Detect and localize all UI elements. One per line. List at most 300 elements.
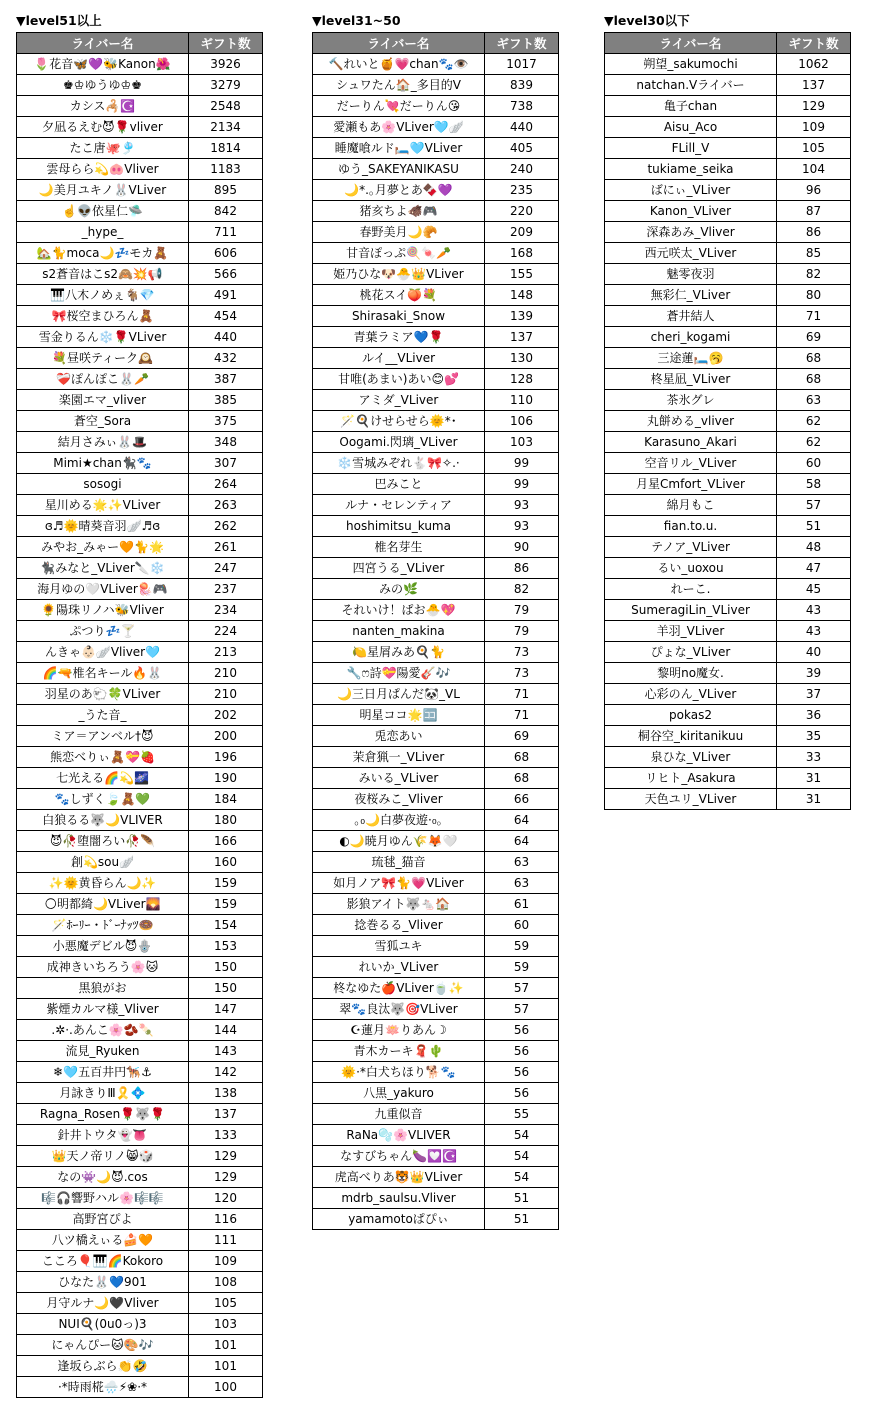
column-header-gift: ギフト数 — [485, 33, 559, 54]
ranking-table — [604, 32, 851, 810]
level51-section — [16, 12, 263, 1398]
table-row — [17, 1335, 263, 1356]
gift-count-cell: 109 — [189, 1251, 263, 1272]
gift-count-cell: 79 — [485, 600, 559, 621]
table-row — [605, 642, 851, 663]
liver-name-cell: 🍋星屑みあ🍳🐈 — [313, 642, 485, 663]
gift-count-cell: 405 — [485, 138, 559, 159]
gift-count-cell: 43 — [777, 621, 851, 642]
table-row — [313, 243, 559, 264]
gift-count-cell: 69 — [777, 327, 851, 348]
table-row — [605, 579, 851, 600]
gift-count-cell: 159 — [189, 873, 263, 894]
table-row — [313, 453, 559, 474]
table-row — [313, 285, 559, 306]
gift-count-cell: 54 — [485, 1146, 559, 1167]
table-row — [313, 159, 559, 180]
gift-count-cell: 35 — [777, 726, 851, 747]
liver-name-cell: 月守ルナ🌙🖤Vliver — [17, 1293, 189, 1314]
table-row — [313, 138, 559, 159]
liver-name-cell: 成神きいちろう🌸🐱 — [17, 957, 189, 978]
gift-count-cell: 153 — [189, 936, 263, 957]
liver-name-cell: 八ツ橋えぃる🍰🧡 — [17, 1230, 189, 1251]
table-row — [313, 1209, 559, 1230]
table-row — [17, 537, 263, 558]
table-row — [17, 1272, 263, 1293]
liver-name-cell: 🌕明都綺🌙VLiver🌄 — [17, 894, 189, 915]
liver-name-cell: 巴みこと — [313, 474, 485, 495]
gift-count-cell: 491 — [189, 285, 263, 306]
gift-count-cell: 85 — [777, 243, 851, 264]
table-row — [313, 390, 559, 411]
liver-name-cell: 🌙美月ユキノ🐰VLiver — [17, 180, 189, 201]
gift-count-cell: 80 — [777, 285, 851, 306]
section-title: ▼level31~50 — [312, 13, 401, 28]
gift-count-cell: 842 — [189, 201, 263, 222]
liver-name-cell: みの🌿 — [313, 579, 485, 600]
ranking-table — [16, 32, 263, 1398]
liver-name-cell: 睡魔喰ルド🛏️🩵VLiver — [313, 138, 485, 159]
liver-name-cell: 虎高べりあ🐯👑VLiver — [313, 1167, 485, 1188]
table-row — [17, 1230, 263, 1251]
table-row — [605, 264, 851, 285]
table-row — [17, 1314, 263, 1335]
liver-name-cell: 🎹八木ノめぇ🐐💎 — [17, 285, 189, 306]
table-row — [313, 1041, 559, 1062]
column-header-name: ライバー名 — [313, 33, 485, 54]
gift-count-cell: 2548 — [189, 96, 263, 117]
liver-name-cell: pokas2 — [605, 705, 777, 726]
liver-name-cell: 🪄🍳けせらせら🌞*･ — [313, 411, 485, 432]
gift-count-cell: 129 — [189, 1146, 263, 1167]
liver-name-cell: 姫乃ひな🐶🐣👑VLiver — [313, 264, 485, 285]
table-row — [17, 264, 263, 285]
table-row — [17, 348, 263, 369]
gift-count-cell: 68 — [777, 369, 851, 390]
liver-name-cell: s2蒼音はこs2🙈💥📢 — [17, 264, 189, 285]
table-row — [17, 810, 263, 831]
table-row — [605, 201, 851, 222]
table-row — [313, 474, 559, 495]
table-row — [605, 705, 851, 726]
gift-count-cell: 142 — [189, 1062, 263, 1083]
gift-count-cell: 71 — [485, 705, 559, 726]
liver-name-cell: 🔧ෆ詩💝陽愛🎸🎶 — [313, 663, 485, 684]
liver-name-cell: 🐈‍⬛みなと_VLiver🔪❄️ — [17, 558, 189, 579]
liver-name-cell: 影狼アイト🐺🐁🏠 — [313, 894, 485, 915]
gift-count-cell: 47 — [777, 558, 851, 579]
table-row — [17, 306, 263, 327]
liver-name-cell: 深森あみ_Vliver — [605, 222, 777, 243]
liver-name-cell: 泉ひな_VLiver — [605, 747, 777, 768]
table-row — [17, 453, 263, 474]
gift-count-cell: 55 — [485, 1104, 559, 1125]
gift-count-cell: 57 — [485, 978, 559, 999]
table-row — [313, 600, 559, 621]
table-row — [17, 516, 263, 537]
liver-name-cell: ばにぃ_VLiver — [605, 180, 777, 201]
gift-count-cell: 1017 — [485, 54, 559, 75]
gift-count-cell: 59 — [485, 936, 559, 957]
gift-count-cell: 63 — [485, 873, 559, 894]
gift-count-cell: 120 — [189, 1188, 263, 1209]
gift-count-cell: 432 — [189, 348, 263, 369]
gift-count-cell: 109 — [777, 117, 851, 138]
gift-count-cell: 60 — [485, 915, 559, 936]
ranking-table — [312, 32, 559, 1230]
liver-name-cell: ☪︎蓮月🪷りあん☽ — [313, 1020, 485, 1041]
gift-count-cell: 235 — [485, 180, 559, 201]
liver-name-cell: にゃんぴー🐱🎨🎶 — [17, 1335, 189, 1356]
table-row — [605, 789, 851, 810]
liver-name-cell: 春野美月🌙🥐 — [313, 222, 485, 243]
gift-count-cell: 31 — [777, 768, 851, 789]
gift-count-cell: 234 — [189, 600, 263, 621]
liver-name-cell: ◐🌙暁月ゆん🌾🦊🤍 — [313, 831, 485, 852]
gift-count-cell: 51 — [777, 516, 851, 537]
gift-count-cell: 137 — [189, 1104, 263, 1125]
gift-count-cell: 69 — [485, 726, 559, 747]
liver-name-cell: RaNa🫧🌸VLIVER — [313, 1125, 485, 1146]
table-row — [313, 768, 559, 789]
table-row — [313, 789, 559, 810]
liver-name-cell: cheri_kogami — [605, 327, 777, 348]
table-row — [17, 684, 263, 705]
liver-name-cell: 雪狐ユキ — [313, 936, 485, 957]
table-row — [17, 747, 263, 768]
gift-count-cell: 105 — [777, 138, 851, 159]
gift-count-cell: 711 — [189, 222, 263, 243]
gift-count-cell: 51 — [485, 1188, 559, 1209]
liver-name-cell: 桃花スイ🍑💐 — [313, 285, 485, 306]
gift-count-cell: 196 — [189, 747, 263, 768]
liver-name-cell: 羊羽_VLiver — [605, 621, 777, 642]
gift-count-cell: 79 — [485, 621, 559, 642]
table-row — [313, 222, 559, 243]
liver-name-cell: 海月ゆの🤍VLiver🪼🎮 — [17, 579, 189, 600]
table-row — [17, 831, 263, 852]
table-row — [17, 558, 263, 579]
table-row — [313, 54, 559, 75]
table-row — [313, 978, 559, 999]
liver-name-cell: 魅零夜羽 — [605, 264, 777, 285]
table-row — [17, 726, 263, 747]
gift-count-cell: 348 — [189, 432, 263, 453]
gift-count-cell: 73 — [485, 663, 559, 684]
section-title: ▼level30以下 — [604, 13, 690, 28]
liver-name-cell: たこ唐🐙🎐 — [17, 138, 189, 159]
liver-name-cell: 紫煙カルマ様_Vliver — [17, 999, 189, 1020]
liver-name-cell: ｡₀🌙白夢夜遊·₀｡ — [313, 810, 485, 831]
table-row — [605, 411, 851, 432]
gift-count-cell: 108 — [189, 1272, 263, 1293]
gift-count-cell: 210 — [189, 663, 263, 684]
table-row — [17, 138, 263, 159]
liver-name-cell: Mimi★chan🐈‍⬛🐾 — [17, 453, 189, 474]
liver-name-cell: みやお_みゃー🧡🐈🌟 — [17, 537, 189, 558]
liver-name-cell: 朔望_sakumochi — [605, 54, 777, 75]
table-row — [313, 558, 559, 579]
liver-name-cell: _hype_ — [17, 222, 189, 243]
table-row — [313, 264, 559, 285]
liver-name-cell: 蒼井結人 — [605, 306, 777, 327]
table-row — [605, 348, 851, 369]
liver-name-cell: 柊なゆた🍎VLiver🍵✨ — [313, 978, 485, 999]
table-row — [313, 1062, 559, 1083]
table-row — [605, 54, 851, 75]
table-row — [17, 642, 263, 663]
gift-count-cell: 62 — [777, 411, 851, 432]
table-row — [605, 117, 851, 138]
gift-count-cell: 101 — [189, 1335, 263, 1356]
liver-name-cell: 九重似音 — [313, 1104, 485, 1125]
gift-count-cell: 209 — [485, 222, 559, 243]
table-row — [605, 75, 851, 96]
liver-name-cell: 青葉ラミア💙🌹 — [313, 327, 485, 348]
table-header-row — [605, 33, 851, 54]
table-row — [17, 600, 263, 621]
table-row — [17, 1251, 263, 1272]
table-row — [17, 243, 263, 264]
liver-name-cell: 🌈🔫椎名キール🔥🐰 — [17, 663, 189, 684]
table-row — [313, 1188, 559, 1209]
liver-name-cell: 明星ココ🌟🈁 — [313, 705, 485, 726]
gift-count-cell: 111 — [189, 1230, 263, 1251]
gift-count-cell: 54 — [485, 1125, 559, 1146]
liver-name-cell: 🏡🐈moca🌙💤モカ🧸 — [17, 243, 189, 264]
level31-50-section — [312, 12, 559, 1230]
liver-name-cell: 結月さみぃ🐰🎩 — [17, 432, 189, 453]
liver-name-cell: こころ🎈🎹🌈Kokoro — [17, 1251, 189, 1272]
table-row — [17, 96, 263, 117]
gift-count-cell: 220 — [485, 201, 559, 222]
gift-count-cell: 56 — [485, 1041, 559, 1062]
gift-count-cell: 160 — [189, 852, 263, 873]
liver-name-cell: hoshimitsu_kuma — [313, 516, 485, 537]
gift-count-cell: 37 — [777, 684, 851, 705]
liver-name-cell: 捻巻るる_Vliver — [313, 915, 485, 936]
gift-count-cell: 110 — [485, 390, 559, 411]
liver-name-cell: FLill_V — [605, 138, 777, 159]
gift-count-cell: 264 — [189, 474, 263, 495]
liver-name-cell: 琉毬_猫音 — [313, 852, 485, 873]
table-row — [17, 978, 263, 999]
table-row — [605, 558, 851, 579]
table-row — [605, 663, 851, 684]
table-row — [17, 201, 263, 222]
gift-count-cell: 104 — [777, 159, 851, 180]
table-row — [605, 285, 851, 306]
gift-count-cell: 64 — [485, 831, 559, 852]
table-row — [605, 243, 851, 264]
table-row — [17, 159, 263, 180]
gift-count-cell: 56 — [485, 1062, 559, 1083]
table-row — [17, 369, 263, 390]
gift-count-cell: 895 — [189, 180, 263, 201]
liver-name-cell: ❄️雪城みぞれ🐇🎀✧.· — [313, 453, 485, 474]
gift-count-cell: 606 — [189, 243, 263, 264]
table-row — [313, 1020, 559, 1041]
gift-count-cell: 150 — [189, 957, 263, 978]
gift-count-cell: 138 — [189, 1083, 263, 1104]
gift-count-cell: 86 — [777, 222, 851, 243]
table-row — [17, 54, 263, 75]
gift-count-cell: 105 — [189, 1293, 263, 1314]
gift-count-cell: 106 — [485, 411, 559, 432]
liver-name-cell: んきゃ👶🏻🪽Vliver🩵 — [17, 642, 189, 663]
liver-name-cell: 月星Cmfort_VLiver — [605, 474, 777, 495]
liver-name-cell: 甘唯(あまい)あい😊💕 — [313, 369, 485, 390]
gift-count-cell: 143 — [189, 1041, 263, 1062]
liver-name-cell: 月詠きりⅢ🎗️💠 — [17, 1083, 189, 1104]
liver-name-cell: ✨🌞黄昏らん🌙✨ — [17, 873, 189, 894]
gift-count-cell: 43 — [777, 600, 851, 621]
liver-name-cell: 猪亥ちよ🐗🎮 — [313, 201, 485, 222]
table-row — [17, 1356, 263, 1377]
gift-count-cell: 3279 — [189, 75, 263, 96]
gift-count-cell: 1814 — [189, 138, 263, 159]
table-row — [605, 390, 851, 411]
gift-count-cell: 45 — [777, 579, 851, 600]
table-row — [313, 726, 559, 747]
table-row — [313, 327, 559, 348]
gift-count-cell: 184 — [189, 789, 263, 810]
gift-count-cell: 57 — [777, 495, 851, 516]
gift-count-cell: 56 — [485, 1083, 559, 1104]
gift-count-cell: 129 — [189, 1167, 263, 1188]
liver-name-cell: 桐谷空_kiritanikuu — [605, 726, 777, 747]
table-row — [17, 411, 263, 432]
table-row — [17, 873, 263, 894]
table-row — [605, 726, 851, 747]
gift-count-cell: 86 — [485, 558, 559, 579]
gift-count-cell: 64 — [485, 810, 559, 831]
table-row — [605, 138, 851, 159]
table-row — [605, 222, 851, 243]
liver-name-cell: 星川める🌟✨VLiver — [17, 495, 189, 516]
gift-count-cell: 440 — [189, 327, 263, 348]
liver-name-cell: Karasuno_Akari — [605, 432, 777, 453]
liver-name-cell: 💐昼咲ティーク🕰️ — [17, 348, 189, 369]
liver-name-cell: 🎀桜空まひろん🧸 — [17, 306, 189, 327]
liver-name-cell: 八黒_yakuro — [313, 1083, 485, 1104]
liver-name-cell: 🐾しずく🍃🧸💚 — [17, 789, 189, 810]
gift-count-cell: 36 — [777, 705, 851, 726]
section-title: ▼level51以上 — [16, 13, 102, 28]
gift-count-cell: 51 — [485, 1209, 559, 1230]
table-row — [605, 327, 851, 348]
table-row — [17, 1104, 263, 1125]
table-row — [605, 600, 851, 621]
gift-count-cell: 82 — [485, 579, 559, 600]
gift-count-cell: 93 — [485, 495, 559, 516]
gift-count-cell: 150 — [189, 978, 263, 999]
gift-count-cell: 3926 — [189, 54, 263, 75]
liver-name-cell: 雪金りるん❄️🌹VLiver — [17, 327, 189, 348]
table-row — [313, 348, 559, 369]
gift-count-cell: 839 — [485, 75, 559, 96]
gift-count-cell: 385 — [189, 390, 263, 411]
table-row — [605, 369, 851, 390]
gift-count-cell: 200 — [189, 726, 263, 747]
table-row — [605, 180, 851, 201]
liver-name-cell: 如月ノア🎀🐈💗VLiver — [313, 873, 485, 894]
liver-name-cell: 黒狼がお — [17, 978, 189, 999]
gift-count-cell: 210 — [189, 684, 263, 705]
table-row — [17, 1041, 263, 1062]
gift-count-cell: 58 — [777, 474, 851, 495]
table-row — [605, 516, 851, 537]
liver-name-cell: 熊恋べりぃ🧸💝🍓 — [17, 747, 189, 768]
table-row — [17, 117, 263, 138]
liver-name-cell: 丸餅める_vliver — [605, 411, 777, 432]
gift-count-cell: 202 — [189, 705, 263, 726]
liver-name-cell: Oogami.閃璃_VLiver — [313, 432, 485, 453]
table-row — [17, 1083, 263, 1104]
table-header-row — [313, 33, 559, 54]
table-row — [313, 1104, 559, 1125]
liver-name-cell: yamamotoぱぴぃ — [313, 1209, 485, 1230]
liver-name-cell: ルナ・セレンティア — [313, 495, 485, 516]
liver-name-cell: 🎼🎧響野ハル🌸🎼🎼 — [17, 1188, 189, 1209]
table-row — [17, 1062, 263, 1083]
gift-count-cell: 68 — [485, 768, 559, 789]
liver-name-cell: みいる_VLiver — [313, 768, 485, 789]
table-row — [313, 894, 559, 915]
liver-name-cell: リヒト_Asakura — [605, 768, 777, 789]
liver-name-cell: 白狼るる🐺🌙VLIVER — [17, 810, 189, 831]
table-row — [17, 495, 263, 516]
table-row — [17, 327, 263, 348]
gift-count-cell: 307 — [189, 453, 263, 474]
table-row — [313, 705, 559, 726]
table-row — [605, 495, 851, 516]
table-row — [17, 579, 263, 600]
gift-count-cell: 60 — [777, 453, 851, 474]
table-row — [17, 999, 263, 1020]
gift-count-cell: 155 — [485, 264, 559, 285]
table-row — [313, 999, 559, 1020]
column-header-gift: ギフト数 — [189, 33, 263, 54]
gift-count-cell: 159 — [189, 894, 263, 915]
gift-count-cell: 96 — [777, 180, 851, 201]
liver-name-cell: 🌙三日月ぱんだ🐼_VL — [313, 684, 485, 705]
table-row — [605, 96, 851, 117]
liver-name-cell: ミア＝アンベル†😈 — [17, 726, 189, 747]
liver-name-cell: tukiame_seika — [605, 159, 777, 180]
liver-name-cell: ひなた🐰💙901 — [17, 1272, 189, 1293]
gift-count-cell: 103 — [189, 1314, 263, 1335]
liver-name-cell: テノア_VLiver — [605, 537, 777, 558]
liver-name-cell: 無彩仁_VLiver — [605, 285, 777, 306]
gift-count-cell: 738 — [485, 96, 559, 117]
gift-count-cell: 2134 — [189, 117, 263, 138]
liver-name-cell: ❤️‍🩹ぽんぽこ🐰🥕 — [17, 369, 189, 390]
table-row — [605, 768, 851, 789]
gift-count-cell: 62 — [777, 432, 851, 453]
table-row — [17, 663, 263, 684]
liver-name-cell: ɞ♬🌞晴葵音羽🪽♬ɞ — [17, 516, 189, 537]
gift-count-cell: 263 — [189, 495, 263, 516]
gift-count-cell: 168 — [485, 243, 559, 264]
liver-name-cell: 🌻陽珠リノハ🐝Vliver — [17, 600, 189, 621]
liver-name-cell: 空音リル_VLiver — [605, 453, 777, 474]
liver-name-cell: 甘音ぽっぷ🍭🍬🥕 — [313, 243, 485, 264]
table-row — [313, 75, 559, 96]
table-row — [605, 306, 851, 327]
gift-count-cell: 68 — [485, 747, 559, 768]
gift-count-cell: 139 — [485, 306, 559, 327]
